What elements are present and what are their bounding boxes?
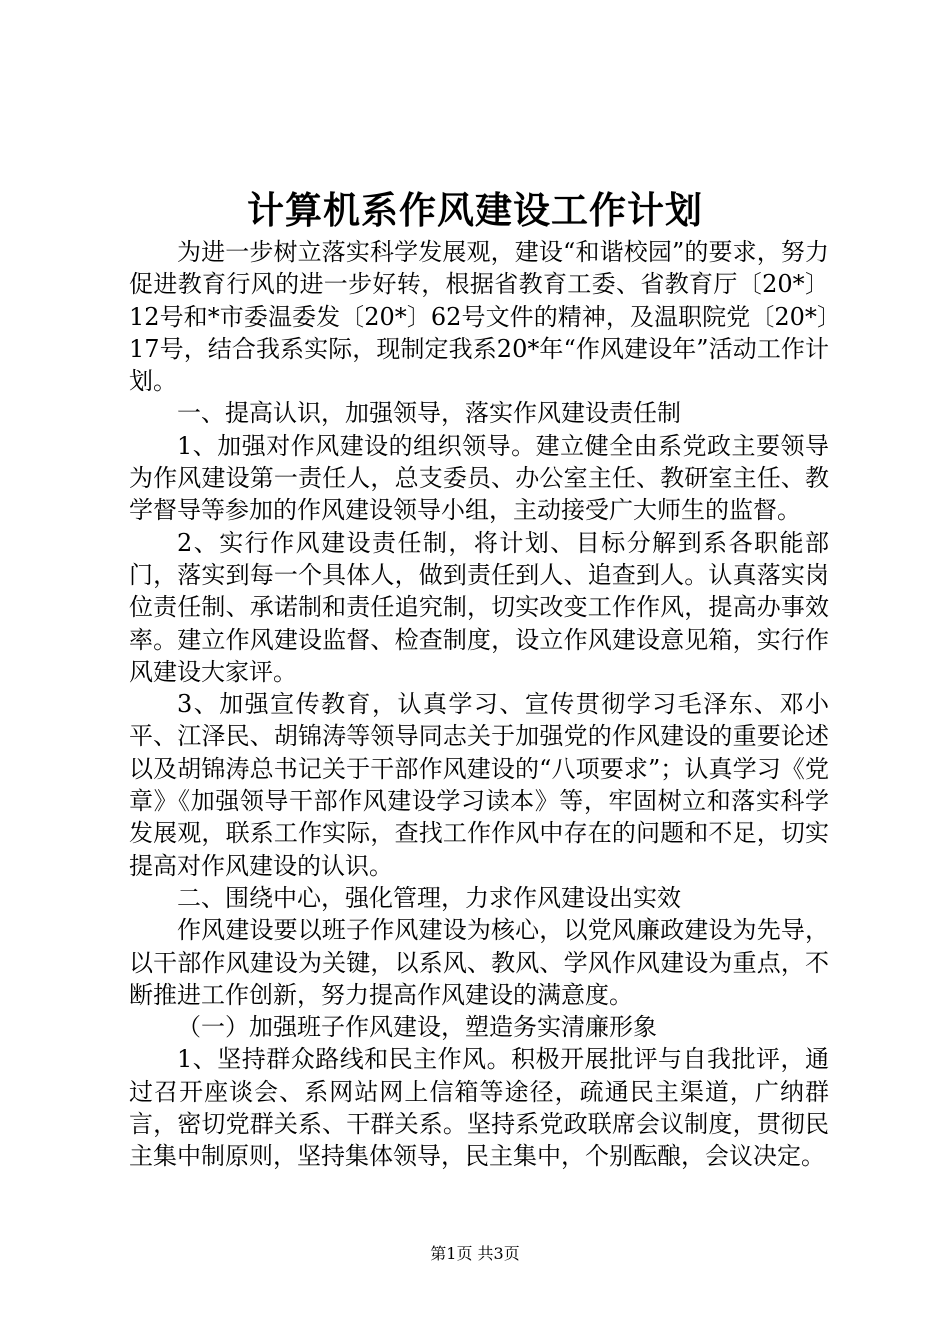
paragraph-item-3: 3、加强宣传教育，认真学习、宣传贯彻学习毛泽东、邓小平、江泽民、胡锦涛等领导同志关于加强党的作风建设的重要论述以及胡锦涛总书记关于干部作风建设的“八项要求”；认真学习《党章》《加强领导干部作风建设学习读本》等，牢固树立和落实科学发展观，联系工作实际，查找工作作风中存在的问题和不足，切实提高对作风建设的认识。	[129, 690, 829, 880]
page-footer: 第1页 共3页	[430, 1244, 520, 1263]
paragraph-item-2: 2、实行作风建设责任制，将计划、目标分解到系各职能部门，落实到每一个具体人，做到责任到人、追查到人。认真落实岗位责任制、承诺制和责任追究制，切实改变工作作风，提高办事效率。建立作风建设监督、检查制度，设立作风建设意见箱，实行作风建设大家评。	[129, 528, 829, 686]
paragraph-intro: 为进一步树立落实科学发展观，建设“和谐校园”的要求，努力促进教育行风的进一步好转，根据省教育工委、省教育厅〔20*〕12号和*市委温委发〔20*〕62号文件的精神，及温职院党〔20*〕17号，结合我系实际，现制定我系20*年“作风建设年”活动工作计划。	[129, 238, 829, 396]
document-body	[129, 236, 829, 1173]
paragraph-subsection-item-1: 1、坚持群众路线和民主作风。积极开展批评与自我批评，通过召开座谈会、系网站网上信箱等途径，疏通民主渠道，广纳群言，密切党群关系、干群关系。坚持系党政联席会议制度，贯彻民主集中制原则，坚持集体领导，民主集中，个别酝酿，会议决定。	[129, 1045, 829, 1171]
paragraph-item-1: 1、加强对作风建设的组织领导。建立健全由系党政主要领导为作风建设第一责任人，总支委员、办公室主任、教研室主任、教学督导等参加的作风建设领导小组，主动接受广大师生的监督。	[129, 431, 829, 525]
document-title: 计算机系作风建设工作计划	[247, 188, 703, 232]
section-heading-1: 一、提高认识，加强领导，落实作风建设责任制	[177, 399, 681, 428]
paragraph-section-2-intro: 作风建设要以班子作风建设为核心，以党风廉政建设为先导，以干部作风建设为关键，以系风、教风、学风作风建设为重点，不断推进工作创新，努力提高作风建设的满意度。	[129, 916, 829, 1009]
section-heading-2: 二、围绕中心，强化管理，力求作风建设出实效	[177, 883, 681, 912]
subsection-heading-1: （一）加强班子作风建设，塑造务实清廉形象	[177, 1013, 657, 1042]
